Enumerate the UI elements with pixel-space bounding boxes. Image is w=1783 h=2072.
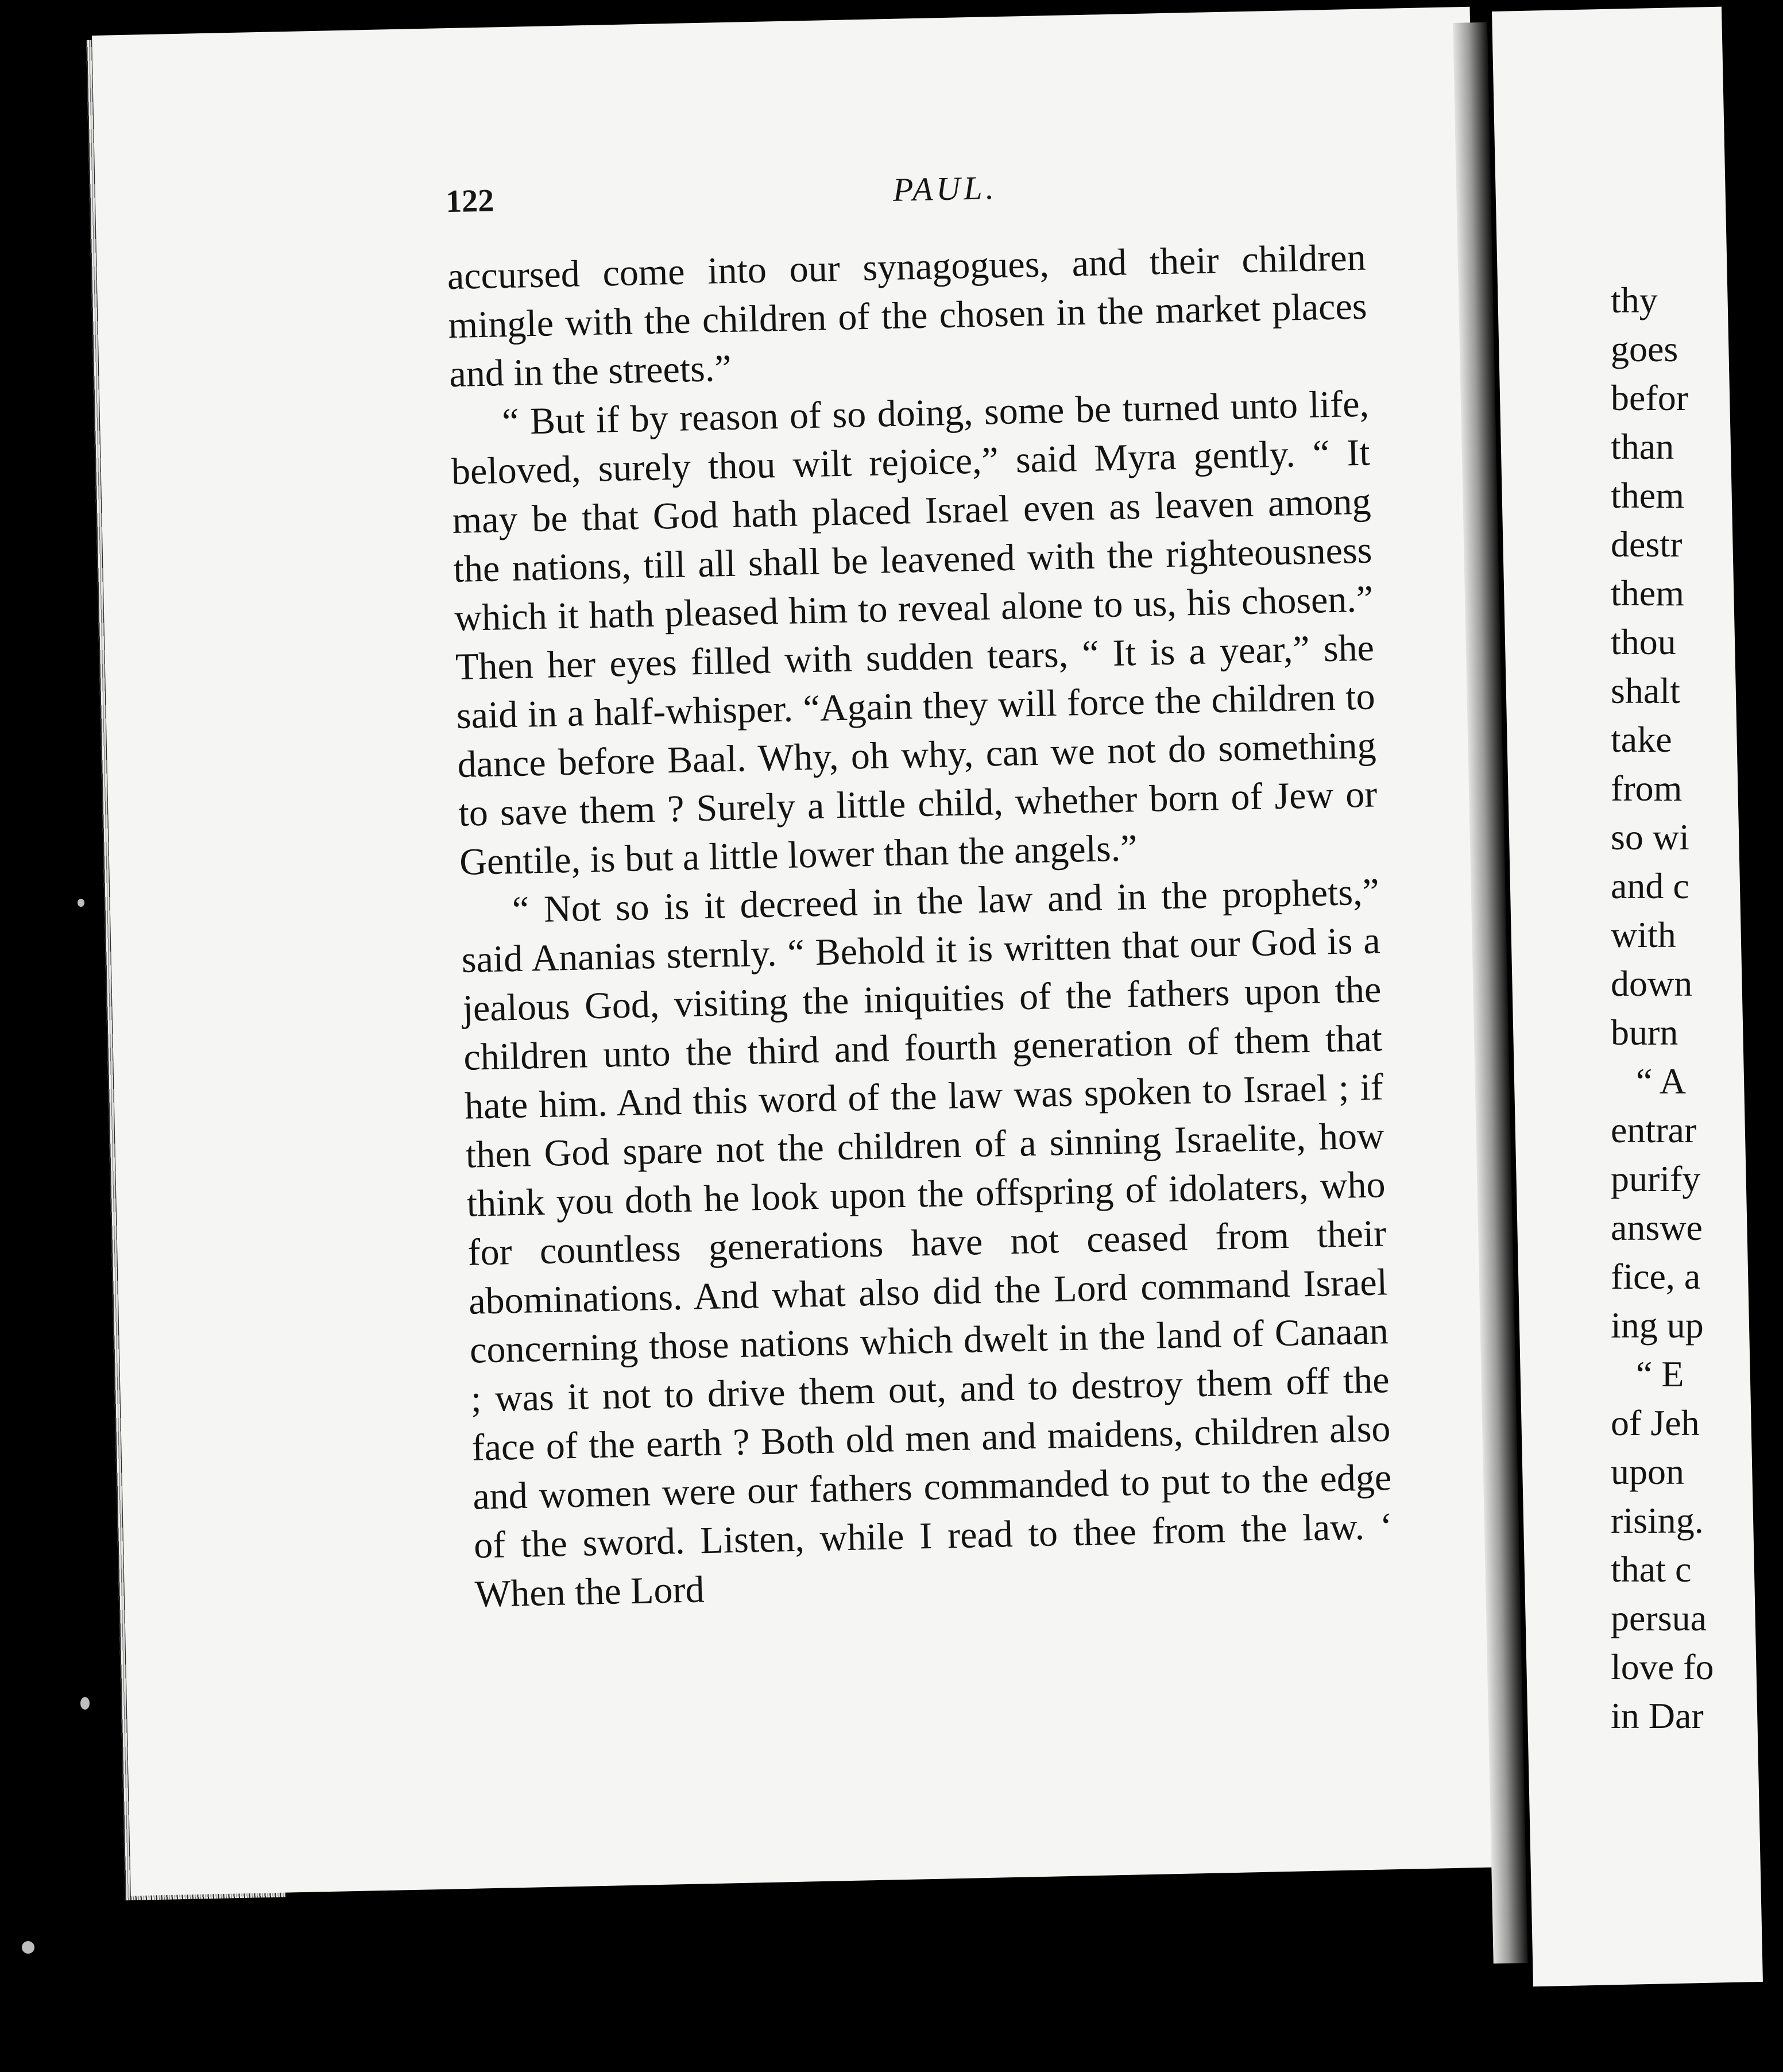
facing-line: take bbox=[1611, 719, 1672, 760]
facing-line: thy bbox=[1611, 280, 1658, 320]
facing-line: that c bbox=[1611, 1549, 1692, 1590]
facing-page-text bbox=[1611, 276, 1783, 1740]
facing-line: with bbox=[1611, 914, 1676, 955]
body-text bbox=[447, 233, 1394, 1619]
facing-line: ing up bbox=[1611, 1305, 1704, 1346]
facing-line: thou bbox=[1611, 621, 1676, 662]
left-page bbox=[92, 7, 1509, 1896]
facing-line: burn bbox=[1611, 1012, 1678, 1053]
scan-speck bbox=[80, 1697, 90, 1710]
facing-line: answe bbox=[1611, 1207, 1703, 1248]
facing-line: “ E bbox=[1636, 1354, 1684, 1394]
facing-line: goes bbox=[1611, 328, 1678, 369]
paragraph: accursed come into our synagogues, and their children mingle with the children of the chosen in the market places and in the streets.” bbox=[447, 236, 1368, 396]
facing-line: destr bbox=[1611, 524, 1683, 565]
paragraph: “ Not so is it decreed in the law and in the prophets,” said Ananias sternly. “ Behold it is written that our God is a jealous God, visiting the iniquities of the fathers upon the children unto the third and fourth generation of them that hate him. And this word of the law was spoken to Israel ; if then God spare not the children of a sinning Israelite, how think you doth he look upon the offspring of idolaters, who for countless generations have not ceased from their abominations. And what also did the Lord command Israel concerning those nations which dwelt in the land of Canaan ; was it not to drive them out, and to destroy them off the face of the earth ? Both old men and maidens, children also and women were our fathers commanded to put to the edge of the sword. Listen, while I read to thee from the law. ‘ When the Lord bbox=[461, 871, 1393, 1615]
facing-line: from bbox=[1611, 768, 1683, 809]
paragraph: “ But if by reason of so doing, some be turned unto life, beloved, surely thou wilt rejoice,” said Myra gently. “ It may be that God hath placed Israel even as leaven among the nations, till all shall be leavened with the righteousness which it hath pleased him to reveal alone to us, his chosen.” Then her eyes filled with sudden tears, “ It is a year,” she said in a half-whisper. “Again they will force the children to dance before Baal. Why, oh why, can we not do something to save them ? Surely a little child, whether born of Jew or Gentile, is but a little lower than the angels.” bbox=[451, 382, 1378, 883]
facing-line: love fo bbox=[1611, 1646, 1714, 1687]
facing-line: purify bbox=[1611, 1158, 1701, 1199]
facing-line: persua bbox=[1611, 1598, 1707, 1638]
facing-line: upon bbox=[1611, 1451, 1684, 1492]
facing-line: rising. bbox=[1611, 1500, 1704, 1541]
scan-speck bbox=[22, 1941, 34, 1954]
facing-line: them bbox=[1611, 475, 1684, 516]
facing-line: them bbox=[1611, 573, 1684, 613]
facing-line: entrar bbox=[1611, 1110, 1697, 1150]
page-number: 122 bbox=[445, 183, 494, 220]
facing-line: of Jeh bbox=[1611, 1402, 1700, 1443]
scan-speck bbox=[78, 899, 84, 907]
facing-line: “ A bbox=[1636, 1061, 1687, 1101]
facing-line: fice, a bbox=[1611, 1256, 1701, 1297]
facing-line: shalt bbox=[1611, 670, 1680, 711]
running-head bbox=[446, 163, 1446, 235]
facing-line: and c bbox=[1611, 865, 1689, 906]
facing-line: down bbox=[1611, 963, 1693, 1004]
facing-line: than bbox=[1611, 426, 1674, 467]
running-title: PAUL. bbox=[892, 169, 998, 208]
facing-line: so wi bbox=[1611, 817, 1689, 857]
facing-line: befor bbox=[1611, 377, 1689, 418]
facing-line: in Dar bbox=[1611, 1695, 1704, 1736]
